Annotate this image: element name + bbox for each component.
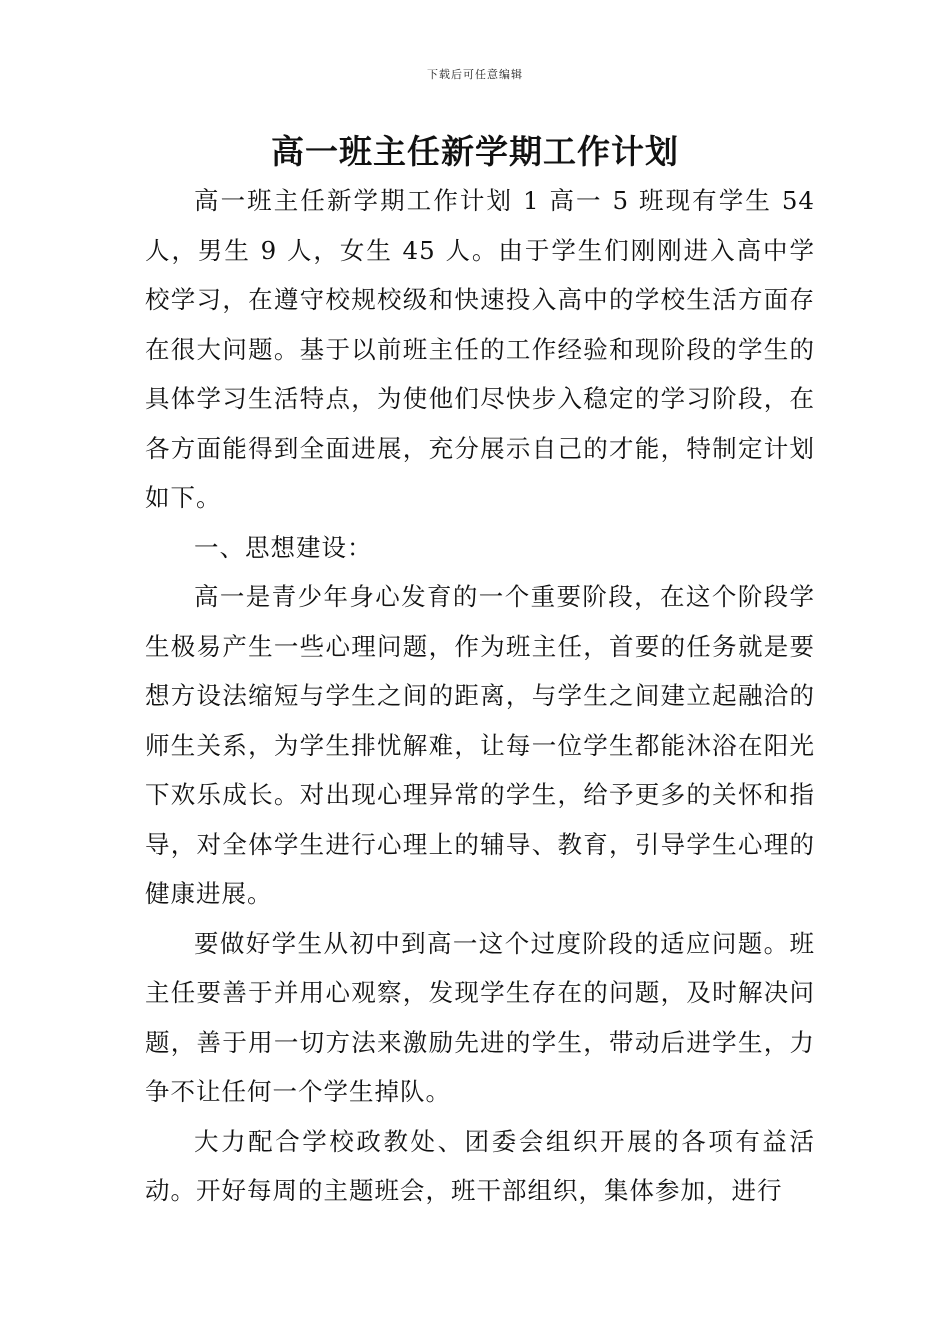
section-heading-ideology: 一、思想建设：: [194, 532, 373, 562]
paragraph-intro: 高一班主任新学期工作计划 1 高一 5 班现有学生 54 人，男生 9 人，女生 45 人。由于学生们刚刚进入高中学校学习，在遵守校规校级和快速投入高中的学校生活方面存在很大问题。基于以前班主任的工作经验和现阶段的学生的具体学习生活特点，为使他们尽快步入稳定的学习阶段，在各方面能得到全面进展，充分展示自己的才能，特制定计划如下。: [145, 186, 815, 512]
paragraph-psychology: 高一是青少年身心发育的一个重要阶段，在这个阶段学生极易产生一些心理问题，作为班主任，首要的任务就是要想方设法缩短与学生之间的距离，与学生之间建立起融洽的师生关系，为学生排忧解难，让每一位学生都能沐浴在阳光下欢乐成长。对出现心理异常的学生，给予更多的关怀和指导，对全体学生进行心理上的辅导、教育，引导学生心理的健康进展。: [145, 582, 815, 908]
document-body: [145, 176, 815, 1216]
document-title: 高一班主任新学期工作计划: [271, 132, 679, 171]
header-note: 下载后可任意编辑: [427, 68, 523, 81]
paragraph-transition: 要做好学生从初中到高一这个过度阶段的适应问题。班主任要善于并用心观察，发现学生存在的问题，及时解决问题，善于用一切方法来激励先进的学生，带动后进学生，力争不让任何一个学生掉队。: [145, 928, 815, 1106]
paragraph-activities: 大力配合学校政教处、团委会组织开展的各项有益活动。开好每周的主题班会，班干部组织，集体参加，进行: [145, 1126, 815, 1205]
